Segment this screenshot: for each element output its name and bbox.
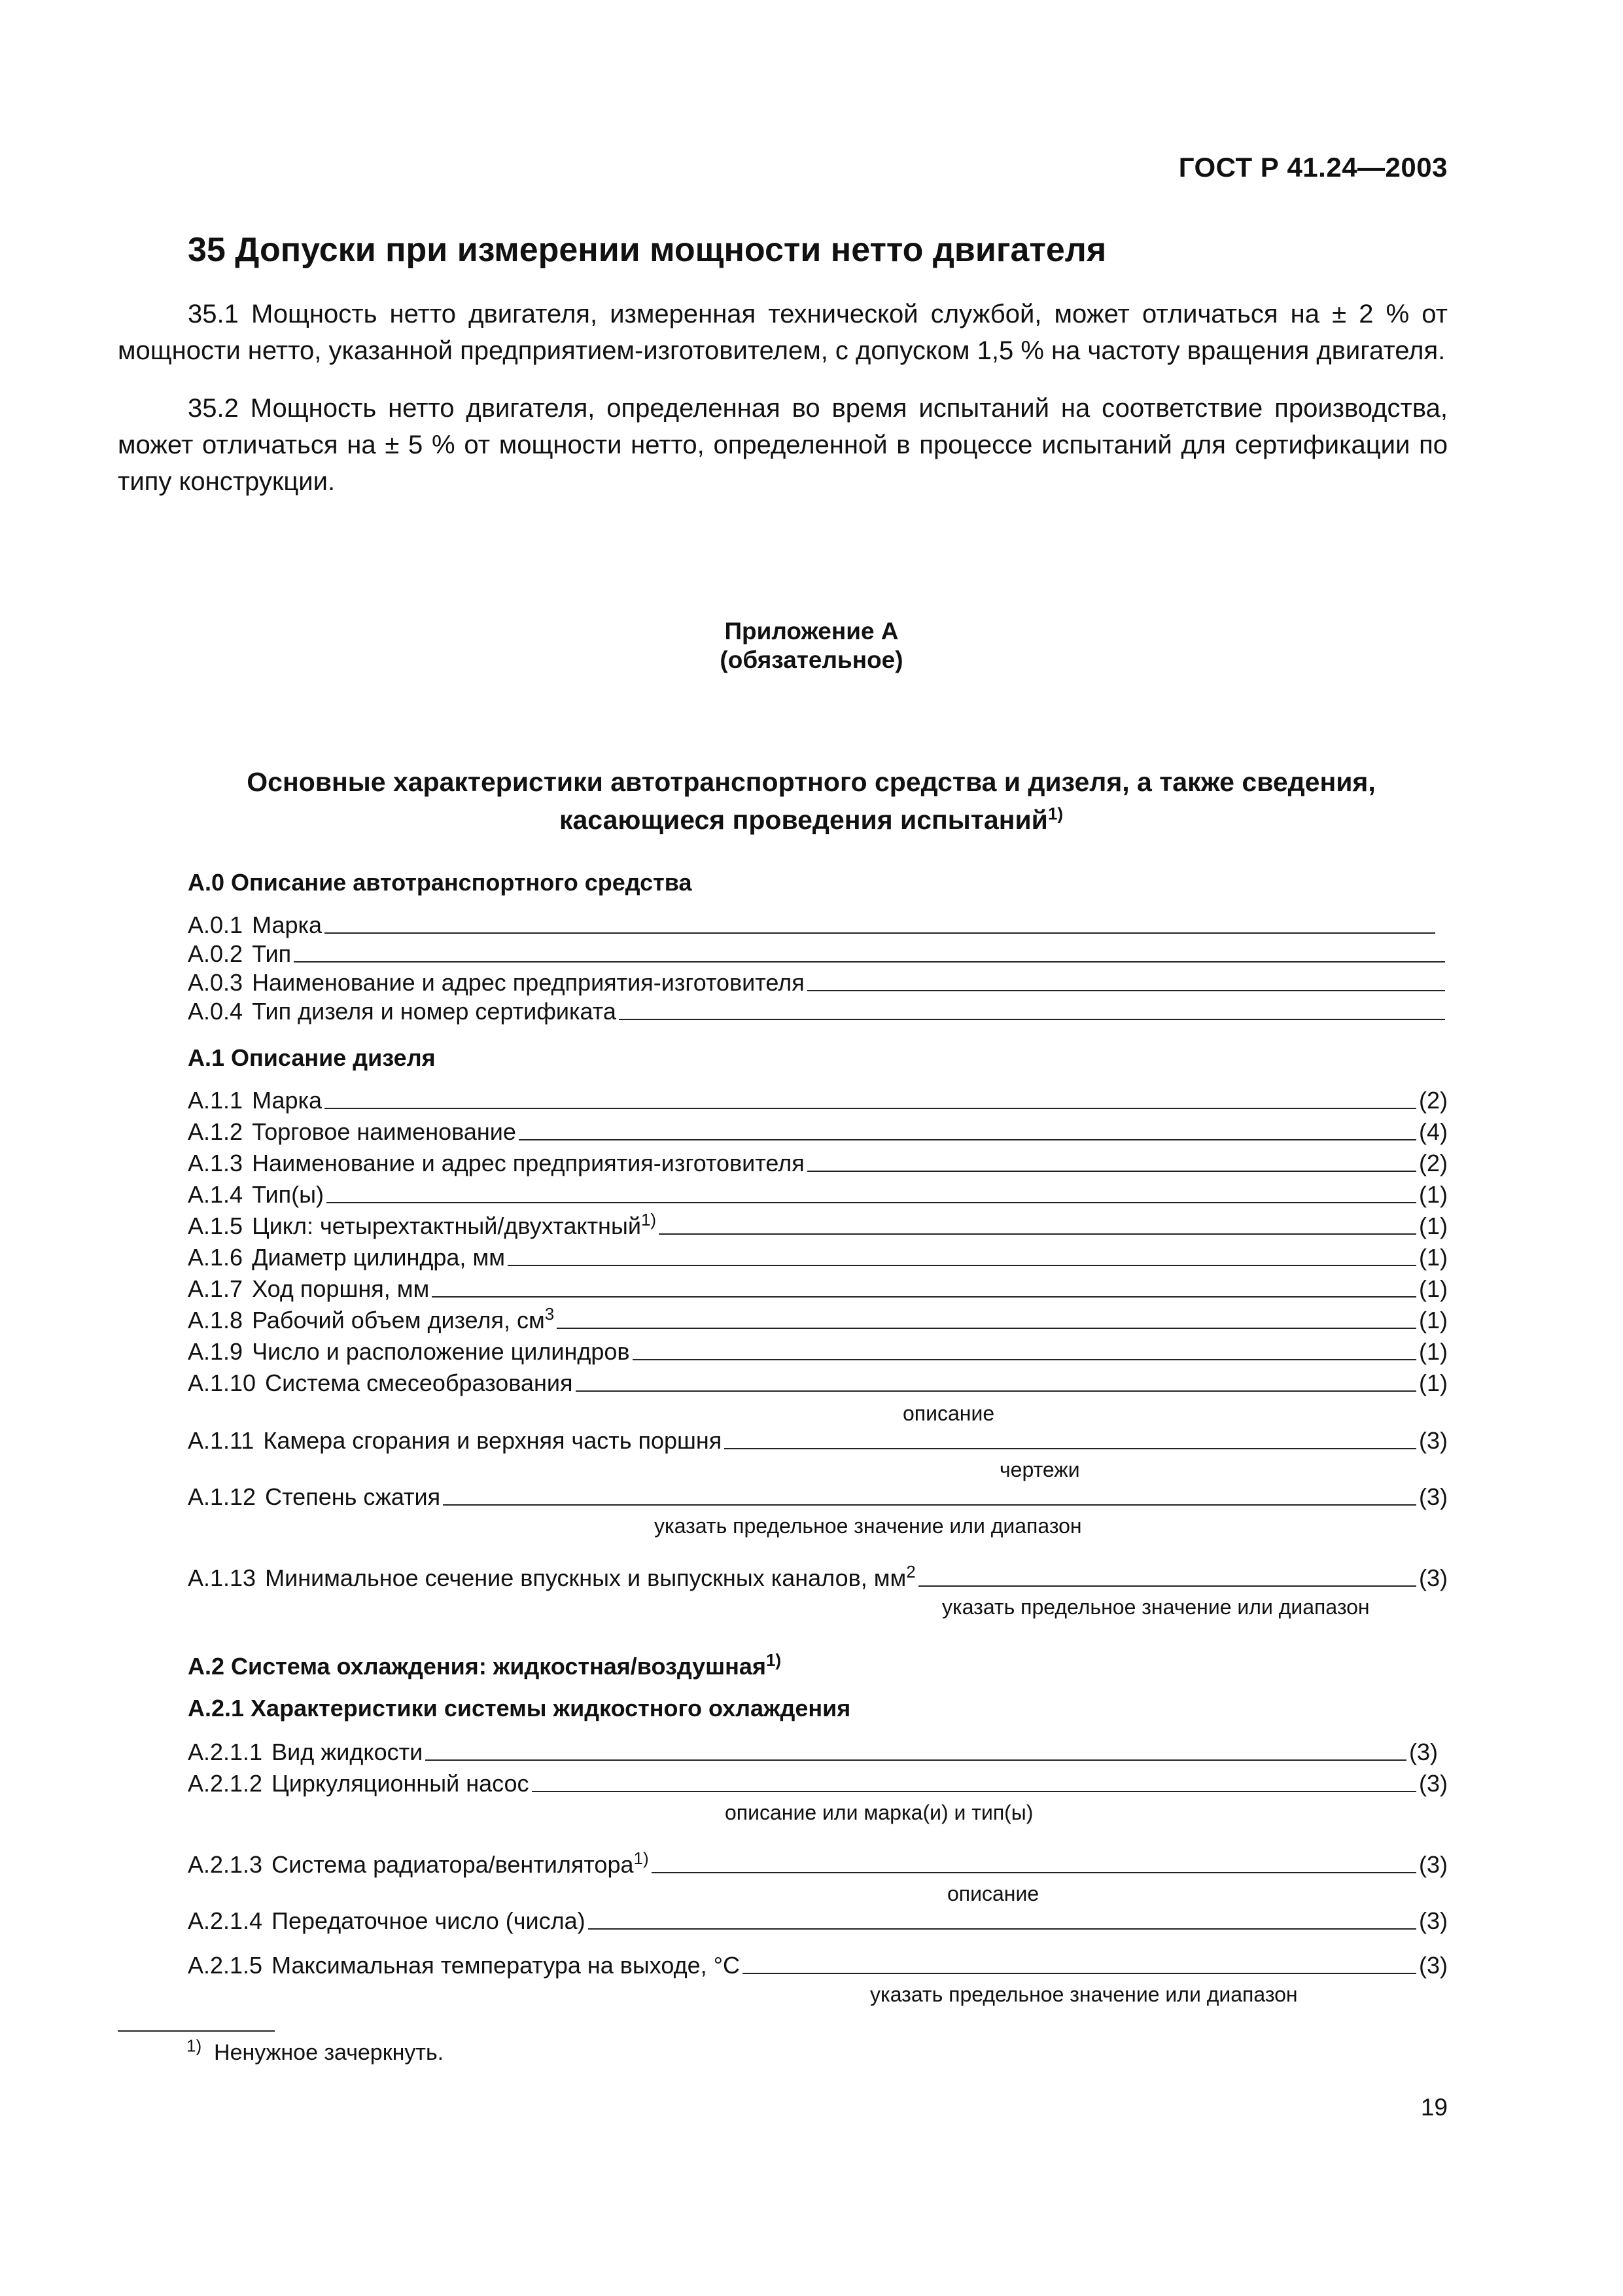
form-row-a0-3 xyxy=(188,968,1448,997)
standard-code: ГОСТ Р 41.24—2003 xyxy=(1178,152,1448,183)
note-reference: (2) xyxy=(1419,1150,1448,1176)
fill-line[interactable] xyxy=(807,1171,1416,1172)
item-label: Торговое наименование xyxy=(252,1118,516,1145)
appendix-label: Приложение А xyxy=(724,618,899,645)
line-caption: указать предельное значение или диапазон xyxy=(654,1514,1082,1538)
note-reference: (1) xyxy=(1419,1307,1448,1333)
fill-line[interactable] xyxy=(576,1390,1416,1392)
fill-line[interactable] xyxy=(588,1928,1416,1930)
form-row-a1-8 xyxy=(188,1306,1448,1335)
item-number: А.1.6 xyxy=(188,1244,243,1271)
form-row-a2-3 xyxy=(188,1850,1448,1879)
item-label: Марка xyxy=(252,1087,323,1114)
item-label: Число и расположение цилиндров xyxy=(252,1338,630,1365)
fill-line[interactable] xyxy=(619,1019,1445,1020)
item-label-text: Система радиатора/вентилятора xyxy=(271,1851,634,1878)
item-label xyxy=(271,1850,649,1879)
footnote-mark: 1) xyxy=(186,2036,202,2056)
fill-line[interactable] xyxy=(294,961,1445,963)
fill-line[interactable] xyxy=(443,1504,1416,1506)
item-label: Степень сжатия xyxy=(265,1483,441,1510)
fill-line[interactable] xyxy=(432,1296,1416,1298)
fill-line[interactable] xyxy=(508,1265,1416,1266)
note-reference: (1) xyxy=(1419,1212,1448,1239)
appendix-status: (обязательное) xyxy=(720,646,903,673)
footnote-marker: 1) xyxy=(633,1848,649,1868)
form-row-a2-1 xyxy=(188,1738,1438,1767)
item-number: А.0.2 xyxy=(188,940,243,967)
item-label xyxy=(265,1564,916,1593)
item-number: А.1.1 xyxy=(188,1087,243,1114)
footnote xyxy=(186,2036,444,2066)
form-row-a1-13 xyxy=(188,1564,1448,1593)
fill-line[interactable] xyxy=(633,1359,1416,1360)
form-row-a1-6 xyxy=(188,1243,1448,1272)
form-row-a0-4 xyxy=(188,997,1448,1026)
item-label: Вид жидкости xyxy=(271,1739,423,1765)
item-number: А.1.9 xyxy=(188,1338,243,1365)
line-caption: указать предельное значение или диапазон xyxy=(942,1595,1370,1619)
note-reference: (1) xyxy=(1419,1244,1448,1271)
fill-line[interactable] xyxy=(519,1139,1416,1140)
item-label xyxy=(252,1306,554,1335)
item-label-text: Рабочий объем дизеля, см xyxy=(252,1307,545,1333)
form-row-a1-7 xyxy=(188,1275,1448,1303)
form-row-a2-5 xyxy=(188,1951,1448,1980)
form-row-a1-4 xyxy=(188,1180,1448,1209)
item-number: А.2.1.1 xyxy=(188,1739,263,1765)
form-row-a1-1 xyxy=(188,1086,1448,1115)
appendix-title xyxy=(170,763,1452,839)
note-reference: (2) xyxy=(1419,1087,1448,1114)
note-reference: (3) xyxy=(1419,1851,1448,1878)
appendix-title-line2-text: касающиеся проведения испытаний xyxy=(559,805,1048,835)
item-number: А.2.1.2 xyxy=(188,1770,263,1797)
fill-line[interactable] xyxy=(724,1448,1416,1449)
item-number: А.2.1.5 xyxy=(188,1952,263,1979)
note-reference: (1) xyxy=(1419,1369,1448,1396)
item-number: А.2.1.4 xyxy=(188,1907,263,1934)
appendix-title-line2 xyxy=(170,801,1452,839)
form-row-a1-2 xyxy=(188,1118,1448,1146)
item-number: А.1.7 xyxy=(188,1275,243,1302)
item-number: А.1.10 xyxy=(188,1369,256,1396)
page-number: 19 xyxy=(1420,2094,1448,2121)
section-a1-heading: А.1 Описание дизеля xyxy=(188,1044,436,1071)
fill-line[interactable] xyxy=(532,1791,1416,1792)
line-caption: описание xyxy=(903,1402,995,1425)
form-row-a1-3 xyxy=(188,1149,1448,1178)
section-35-title: 35 Допуски при измерении мощности нетто двигателя xyxy=(188,231,1107,269)
item-number: А.2.1.3 xyxy=(188,1851,263,1878)
item-label xyxy=(252,1212,656,1241)
item-number: А.1.8 xyxy=(188,1307,243,1333)
footnote-divider xyxy=(118,2030,275,2032)
item-number: А.1.13 xyxy=(188,1564,256,1591)
item-label: Наименование и адрес предприятия-изготовителя xyxy=(252,1150,805,1176)
form-row-a1-11 xyxy=(188,1426,1448,1455)
line-caption: описание xyxy=(947,1882,1039,1905)
note-reference: (3) xyxy=(1419,1907,1448,1934)
note-reference: (1) xyxy=(1419,1275,1448,1302)
item-number: А.1.2 xyxy=(188,1118,243,1145)
item-label: Тип(ы) xyxy=(252,1181,324,1208)
note-reference: (1) xyxy=(1419,1181,1448,1208)
note-reference: (1) xyxy=(1419,1338,1448,1365)
form-row-a1-9 xyxy=(188,1337,1448,1366)
item-number: А.0.4 xyxy=(188,998,243,1025)
footnote-marker: 1) xyxy=(640,1210,657,1229)
form-row-a2-4 xyxy=(188,1907,1448,1935)
item-number: А.1.5 xyxy=(188,1212,243,1239)
item-label: Диаметр цилиндра, мм xyxy=(252,1244,505,1271)
fill-line[interactable] xyxy=(324,1108,1416,1109)
item-label-text: Цикл: четырехтактный/двухтактный xyxy=(252,1212,641,1239)
form-row-a1-10 xyxy=(188,1369,1448,1398)
item-number: А.1.12 xyxy=(188,1483,256,1510)
note-reference: (3) xyxy=(1419,1483,1448,1510)
item-label: Циркуляционный насос xyxy=(271,1770,529,1797)
item-number: А.0.3 xyxy=(188,969,243,996)
note-reference: (3) xyxy=(1419,1952,1448,1979)
section-a21-heading: А.2.1 Характеристики системы жидкостного охлаждения xyxy=(188,1695,851,1722)
item-label: Тип дизеля и номер сертификата xyxy=(252,998,616,1025)
item-label-text: Минимальное сечение впускных и выпускных каналов, мм xyxy=(265,1564,907,1591)
superscript: 3 xyxy=(544,1304,555,1324)
fill-line[interactable] xyxy=(659,1233,1416,1235)
item-label: Ход поршня, мм xyxy=(252,1275,430,1302)
item-label: Система смесеобразования xyxy=(265,1369,573,1396)
item-label: Камера сгорания и верхняя часть поршня xyxy=(263,1427,722,1454)
fill-line[interactable] xyxy=(326,1202,1416,1203)
line-caption: описание или марка(и) и тип(ы) xyxy=(725,1801,1034,1824)
form-row-a1-5 xyxy=(188,1212,1448,1241)
footnote-marker: 1) xyxy=(765,1650,782,1670)
item-number: А.1.11 xyxy=(188,1427,254,1454)
line-caption: чертежи xyxy=(1000,1458,1080,1481)
form-row-a0-2 xyxy=(188,940,1448,968)
line-caption: указать предельное значение или диапазон xyxy=(870,1983,1298,2006)
note-reference: (3) xyxy=(1419,1564,1448,1591)
footnote-marker: 1) xyxy=(1047,804,1063,824)
section-a2-heading-text: А.2 Система охлаждения: жидкостная/воздушная xyxy=(188,1653,766,1680)
paragraph-35-1: 35.1 Мощность нетто двигателя, измеренная технической службой, может отличаться на ± 2 % от мощности нетто, указанной предприятием-изготовителем, с допуском 1,5 % на частоту вращения двигателя. xyxy=(118,300,1448,365)
form-row-a2-2 xyxy=(188,1769,1448,1798)
section-a2-heading xyxy=(188,1650,782,1680)
note-reference: (4) xyxy=(1419,1118,1448,1145)
note-reference: (3) xyxy=(1419,1427,1448,1454)
footnote-text: Ненужное зачеркнуть. xyxy=(214,2040,444,2065)
fill-line[interactable] xyxy=(652,1872,1416,1873)
fill-line[interactable] xyxy=(742,1973,1416,1974)
item-label: Максимальная температура на выходе, °С xyxy=(271,1952,741,1979)
item-label: Передаточное число (числа) xyxy=(271,1907,585,1934)
item-label: Наименование и адрес предприятия-изготовителя xyxy=(252,969,805,996)
fill-line[interactable] xyxy=(807,990,1445,991)
fill-line[interactable] xyxy=(425,1759,1406,1761)
section-a0-heading: А.0 Описание автотранспортного средства xyxy=(188,869,692,896)
fill-line[interactable] xyxy=(557,1328,1416,1329)
item-number: А.1.3 xyxy=(188,1150,243,1176)
paragraph-35-2: 35.2 Мощность нетто двигателя, определенная во время испытаний на соответствие производства, может отличаться на ± 5 % от мощности нетто, определенной в процессе испытаний для сертификации по типу конструкции. xyxy=(118,394,1448,496)
fill-line[interactable] xyxy=(324,932,1435,934)
item-label: Тип xyxy=(252,940,292,967)
note-reference: (3) xyxy=(1419,1770,1448,1797)
item-label: Марка xyxy=(252,911,323,938)
form-row-a1-12 xyxy=(188,1483,1448,1511)
note-reference: (3) xyxy=(1409,1739,1438,1765)
fill-line[interactable] xyxy=(918,1585,1416,1587)
superscript: 2 xyxy=(906,1562,916,1581)
form-row-a0-1 xyxy=(188,911,1438,940)
item-number: А.1.4 xyxy=(188,1181,243,1208)
appendix-title-line1: Основные характеристики автотранспортного средства и дизеля, а также сведения, xyxy=(247,767,1376,797)
item-number: А.0.1 xyxy=(188,911,243,938)
